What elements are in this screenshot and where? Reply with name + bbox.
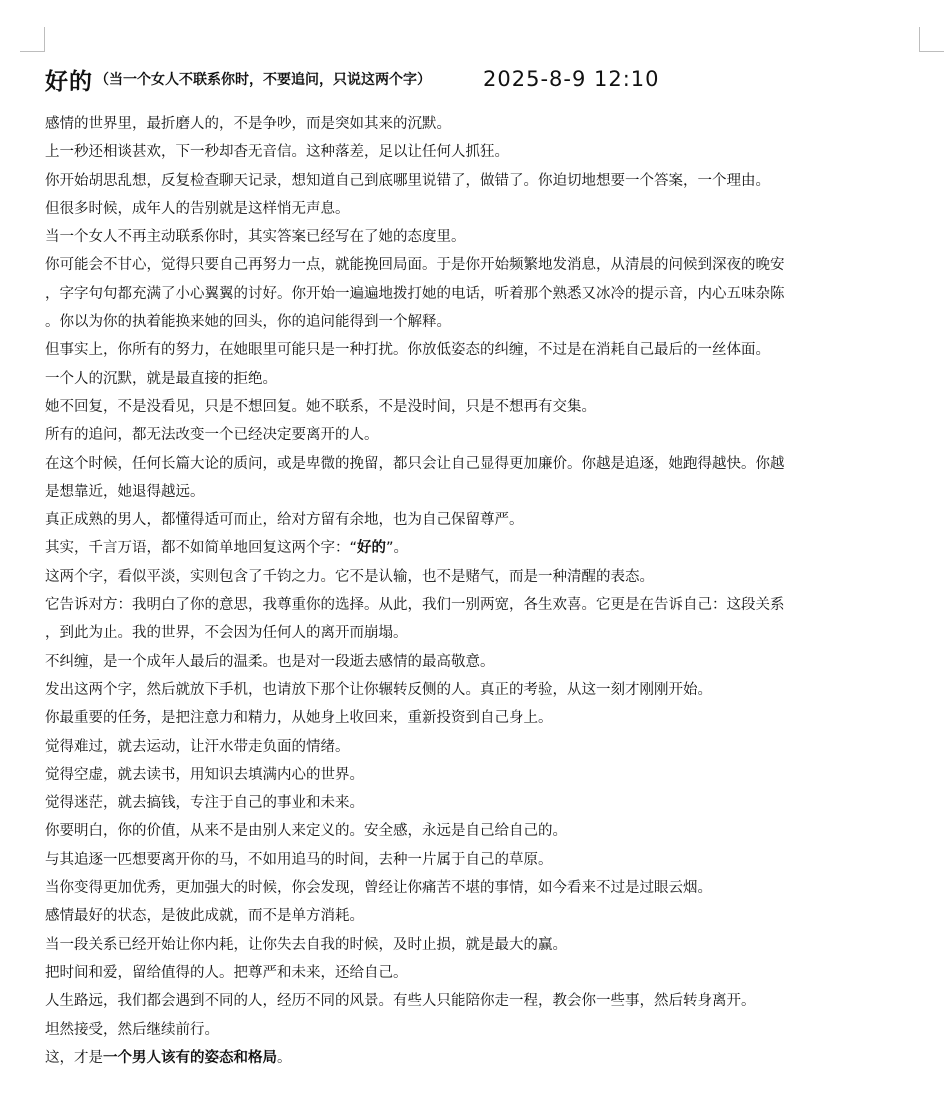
text-line[interactable]: 觉得难过，就去运动，让汗水带走负面的情绪。 — [45, 738, 350, 755]
text-line[interactable]: 在这个时候，任何长篇大论的质问，或是卑微的挽留，都只会让自己显得更加廉价。你越是追逐，她跑得越快。你越 — [45, 455, 785, 472]
text-line[interactable]: 坦然接受，然后继续前行。 — [45, 1021, 219, 1038]
quote-line-before: 其实，千言万语，都不如简单地回复这两个字：“ — [45, 540, 358, 557]
text-line[interactable]: 一个人的沉默，就是最直接的拒绝。 — [45, 370, 277, 387]
text-line[interactable]: 她不回复，不是没看见，只是不想回复。她不联系，不是没时间，只是不想再有交集。 — [45, 398, 596, 415]
quote-line[interactable] — [45, 534, 925, 562]
text-line[interactable]: 它告诉对方：我明白了你的意思，我尊重你的选择。从此，我们一别两宽，各生欢喜。它更是在告诉自己：这段关系 — [45, 597, 785, 614]
text-line[interactable]: ，字字句句都充满了小心翼翼的讨好。你开始一遍遍地拨打她的电话，听着那个熟悉又冰冷的提示音，内心五味杂陈 — [45, 285, 785, 302]
text-line[interactable]: 当一段关系已经开始让你内耗，让你失去自我的时候，及时止损，就是最大的赢。 — [45, 936, 567, 953]
document-subtitle[interactable]: （当一个女人不联系你时，不要追问，只说这两个字） — [95, 72, 431, 88]
text-line[interactable]: 你开始胡思乱想，反复检查聊天记录，想知道自己到底哪里说错了，做错了。你迫切地想要一个答案，一个理由。 — [45, 172, 770, 189]
text-line[interactable]: 感情最好的状态，是彼此成就，而不是单方消耗。 — [45, 908, 364, 925]
text-line[interactable]: 你要明白，你的价值，从来不是由别人来定义的。安全感，永远是自己给自己的。 — [45, 823, 567, 840]
text-line[interactable]: 所有的追问，都无法改变一个已经决定要离开的人。 — [45, 427, 379, 444]
text-line[interactable]: 人生路远，我们都会遇到不同的人，经历不同的风景。有些人只能陪你走一程，教会你一些事，然后转身离开。 — [45, 993, 756, 1010]
text-line[interactable]: 感情的世界里，最折磨人的，不是争吵，而是突如其来的沉默。 — [45, 116, 451, 132]
text-line[interactable]: 与其追逐一匹想要离开你的马，不如用追马的时间，去种一片属于自己的草原。 — [45, 851, 553, 868]
text-line[interactable]: 是想靠近，她退得越远。 — [45, 483, 205, 500]
page-corner-mark-top-right — [919, 27, 944, 52]
text-line[interactable]: 不纠缠，是一个成年人最后的温柔。也是对一段逝去感情的最高敬意。 — [45, 653, 495, 670]
quote-line-bold: 好的 — [357, 540, 387, 557]
document-body[interactable] — [45, 110, 925, 1072]
final-line-after: 。 — [277, 1049, 292, 1066]
text-line[interactable]: 但很多时候，成年人的告别就是这样悄无声息。 — [45, 200, 350, 217]
final-line-before: 这，才是 — [45, 1049, 103, 1066]
text-line[interactable]: 真正成熟的男人，都懂得适可而止，给对方留有余地，也为自己保留尊严。 — [45, 512, 524, 529]
text-line[interactable]: 但事实上，你所有的努力，在她眼里可能只是一种打扰。你放低姿态的纠缠，不过是在消耗自己最后的一丝体面。 — [45, 342, 770, 359]
quote-line-after: ”。 — [386, 540, 409, 557]
text-line[interactable]: 。你以为你的执着能换来她的回头，你的追问能得到一个解释。 — [45, 314, 451, 331]
text-line[interactable]: 当你变得更加优秀，更加强大的时候，你会发现，曾经让你痛苦不堪的事情，如今看来不过是过眼云烟。 — [45, 880, 712, 897]
text-line[interactable]: 觉得迷茫，就去搞钱，专注于自己的事业和未来。 — [45, 795, 364, 812]
title-row — [45, 62, 660, 96]
text-line[interactable]: 你最重要的任务，是把注意力和精力，从她身上收回来，重新投资到自己身上。 — [45, 710, 553, 727]
final-line-bold: 一个男人该有的姿态和格局 — [103, 1049, 277, 1066]
text-line[interactable]: 当一个女人不再主动联系你时，其实答案已经写在了她的态度里。 — [45, 229, 466, 246]
final-line[interactable] — [45, 1044, 925, 1072]
page-corner-mark-top-left — [20, 27, 45, 52]
document-date[interactable]: 2025-8-9 12:10 — [483, 67, 660, 91]
text-line[interactable]: 这两个字，看似平淡，实则包含了千钧之力。它不是认输，也不是赌气，而是一种清醒的表态。 — [45, 568, 654, 585]
document-title[interactable]: 好的 — [45, 68, 93, 95]
text-line[interactable]: 你可能会不甘心，觉得只要自己再努力一点，就能挽回局面。于是你开始频繁地发消息，从清晨的问候到深夜的晚安 — [45, 257, 785, 274]
text-line[interactable]: 觉得空虚，就去读书，用知识去填满内心的世界。 — [45, 766, 364, 783]
text-line[interactable]: ，到此为止。我的世界，不会因为任何人的离开而崩塌。 — [45, 625, 408, 642]
text-line[interactable]: 把时间和爱，留给值得的人。把尊严和未来，还给自己。 — [45, 964, 408, 981]
text-line[interactable]: 发出这两个字，然后就放下手机，也请放下那个让你辗转反侧的人。真正的考验，从这一刻才刚刚开始。 — [45, 681, 712, 698]
text-line[interactable]: 上一秒还相谈甚欢，下一秒却杳无音信。这种落差，足以让任何人抓狂。 — [45, 144, 509, 161]
